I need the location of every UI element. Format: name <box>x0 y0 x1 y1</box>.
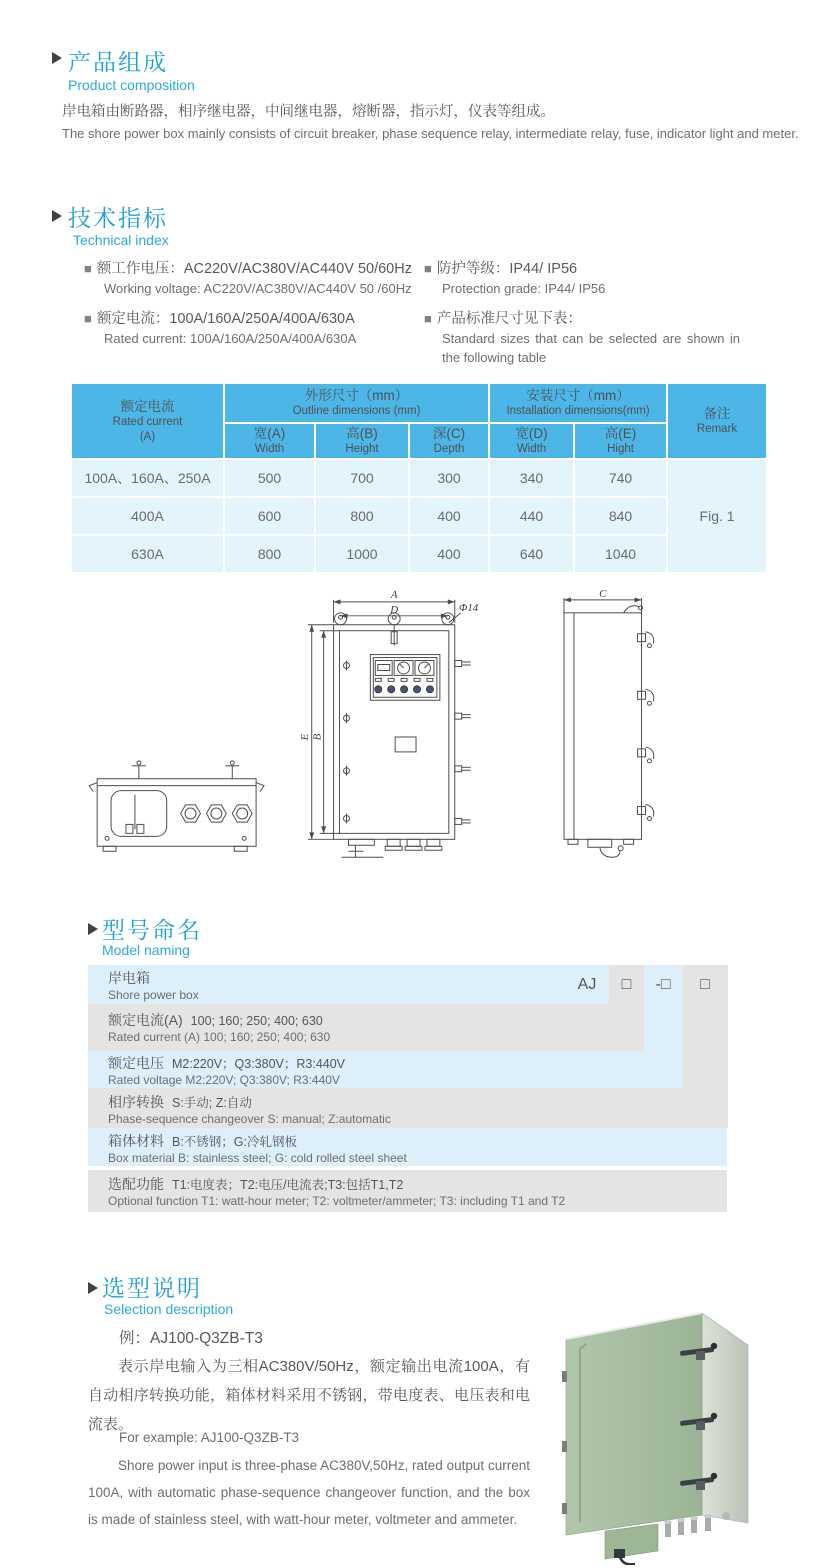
model-code-prefix: AJ <box>577 975 597 993</box>
cell-inst-width: 640 <box>489 535 574 573</box>
th-outline-dimensions: 外形尺寸（mm） Outline dimensions (mm) <box>224 383 489 423</box>
dimension-table <box>70 382 768 574</box>
th-rated-current: 额定电流 Rated current (A) <box>71 383 224 459</box>
th-remark: 备注 Remark <box>667 383 767 459</box>
th-width-a: 宽(A) Width <box>224 423 315 459</box>
section-subtitle-technical: Technical index <box>73 232 169 248</box>
model-code-box2: - □ <box>655 975 671 993</box>
selection-example-zh: 例：AJ100-Q3ZB-T3 <box>119 1330 263 1347</box>
outline-drawing-figure <box>65 588 775 886</box>
cell-height: 1000 <box>315 535 409 573</box>
spec-rated-current-en: Rated current: 100A/160A/250A/400A/630A <box>104 331 357 346</box>
model-row-rated-voltage: 额定电压 M2:220V；Q3:380V；R3:440V Rated voltage M2:220V; Q3:380V; R3:440V <box>88 1051 682 1088</box>
model-code-box3: □ <box>700 975 710 993</box>
section-subtitle-composition: Product composition <box>68 77 195 93</box>
model-row-phase-sequence: 相序转换 S:手动; Z:自动 Phase-sequence changeover S: manual; Z:automatic <box>88 1088 727 1128</box>
bottom-view-drawing <box>89 761 264 851</box>
cell-width: 500 <box>224 459 315 497</box>
cell-depth: 400 <box>409 535 489 573</box>
section-subtitle-selection: Selection description <box>104 1301 234 1317</box>
cell-depth: 400 <box>409 497 489 535</box>
th-height-e: 高(E) Hight <box>574 423 667 459</box>
spec-working-voltage-zh: ■ 额工作电压：AC220V/AC380V/AC440V 50/60Hz <box>84 261 412 277</box>
cell-inst-width: 340 <box>489 459 574 497</box>
selection-body-zh: 表示岸电输入为三相AC380V/50Hz，额定输出电流100A，有自动相序转换功能，箱体材料采用不锈钢，带电度表、电压表和电流表。 <box>88 1358 530 1433</box>
spec-protection-grade-en: Protection grade: IP44/ IP56 <box>442 281 606 296</box>
table-row <box>71 535 767 573</box>
cabinet-pedestal <box>605 1524 658 1559</box>
th-installation-dimensions: 安装尺寸（mm） Installation dimensions(mm) <box>489 383 667 423</box>
model-row-box-material: 箱体材料 B:不锈钢；G:冷轧钢板 Box material B: stainless steel; G: cold rolled steel sheet <box>88 1128 727 1166</box>
dimension-label-a: A <box>390 588 398 601</box>
dimension-label-dia14: Φ14 <box>459 601 479 614</box>
table-row <box>71 497 767 535</box>
composition-text-zh: 岸电箱由断路器，相序继电器，中间继电器，熔断器，指示灯，仪表等组成。 <box>62 104 555 120</box>
spec-rated-current-zh: ■ 额定电流：100A/160A/250A/400A/630A <box>84 311 355 327</box>
cell-inst-height: 840 <box>574 497 667 535</box>
square-bullet-icon: ■ <box>84 311 92 326</box>
section-title-composition: 产品组成 <box>68 49 168 75</box>
section-title-technical: 技术指标 <box>68 205 168 231</box>
cell-current: 100A、160A、250A <box>71 459 224 497</box>
cell-width: 600 <box>224 497 315 535</box>
spec-standard-sizes-en: Standard sizes that can be selected are shown in the following table <box>442 331 740 365</box>
square-bullet-icon: ■ <box>424 261 432 276</box>
th-height-b: 高(B) Height <box>315 423 409 459</box>
dimension-label-b: B <box>311 733 324 741</box>
composition-text-en: The shore power box mainly consists of circuit breaker, phase sequence relay, intermediate relay, fuse, indicator light and meter. <box>62 126 799 141</box>
square-bullet-icon: ■ <box>424 311 432 326</box>
cell-remark: Fig. 1 <box>667 459 767 573</box>
section-subtitle-model-naming: Model naming <box>102 942 190 958</box>
selection-example-en: For example: AJ100-Q3ZB-T3 <box>119 1430 300 1445</box>
cell-height: 800 <box>315 497 409 535</box>
shore-power-box-photo <box>550 1283 792 1565</box>
section-title-model-naming: 型号命名 <box>102 917 202 943</box>
selection-body-en: Shore power input is three-phase AC380V,50Hz, rated output current 100A, with automatic phase-sequence changeover function, and the box is made of stainless steel, with watt-hour meter, voltmeter and ammeter. <box>88 1458 530 1527</box>
cell-inst-height: 740 <box>574 459 667 497</box>
spec-working-voltage-en: Working voltage: AC220V/AC380V/AC440V 50 /60Hz <box>104 281 412 296</box>
section-title-selection: 选型说明 <box>102 1275 202 1301</box>
dimension-label-d: D <box>390 603 399 616</box>
section-arrow-icon <box>52 52 62 64</box>
model-row-rated-current: 额定电流(A) 100; 160; 250; 400; 630 Rated current (A) 100; 160; 250; 400; 630 <box>88 1004 644 1051</box>
th-depth-c: 深(C) Depth <box>409 423 489 459</box>
cell-height: 700 <box>315 459 409 497</box>
cell-inst-width: 440 <box>489 497 574 535</box>
spec-standard-sizes-zh: ■ 产品标准尺寸见下表： <box>424 311 582 327</box>
spec-protection-grade-zh: ■ 防护等级：IP44/ IP56 <box>424 261 578 277</box>
front-view-drawing <box>308 599 471 857</box>
cell-depth: 300 <box>409 459 489 497</box>
bottom-clamp <box>614 1549 625 1558</box>
model-code-box1: □ <box>621 975 632 993</box>
dimension-label-c: C <box>599 588 607 600</box>
model-row-optional-function: 选配功能 T1:电度表；T2:电压/电流表;T3:包括T1,T2 Optional function T1: watt-hour meter; T2: voltmeter/ammeter; T3: including T1 and T2 <box>88 1170 727 1212</box>
section-arrow-icon <box>88 923 98 935</box>
section-arrow-icon <box>88 1282 98 1294</box>
side-view-drawing <box>564 597 654 857</box>
section-arrow-icon <box>52 210 62 222</box>
model-row-shore-power-box: 岸电箱 Shore power box <box>88 965 609 1004</box>
dimension-label-e: E <box>298 733 311 741</box>
cell-width: 800 <box>224 535 315 573</box>
cell-current: 630A <box>71 535 224 573</box>
table-row <box>71 459 767 497</box>
th-width-d: 宽(D) Width <box>489 423 574 459</box>
square-bullet-icon: ■ <box>84 261 92 276</box>
cell-current: 400A <box>71 497 224 535</box>
cell-inst-height: 1040 <box>574 535 667 573</box>
